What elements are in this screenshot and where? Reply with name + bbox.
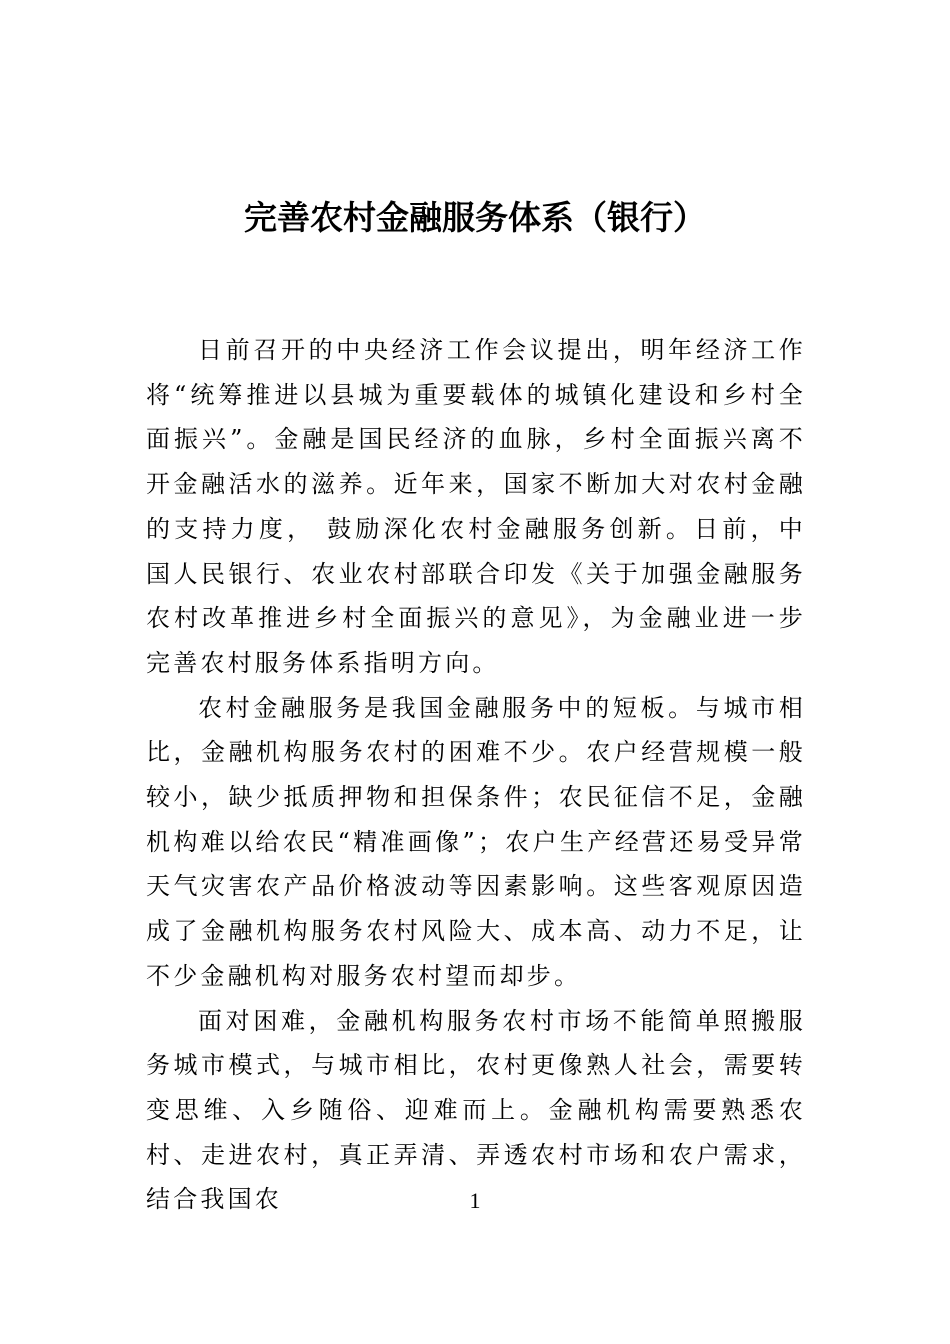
page-number: 1 [469,1188,481,1213]
document-title: 完善农村金融服务体系（银行） [244,198,706,237]
paragraph-1: 日前召开的中央经济工作会议提出，明年经济工作将“统筹推进以县城为重要载体的城镇化建设和乡村全面振兴”。金融是国民经济的血脉，乡村全面振兴离不开金融活水的滋养。近年来，国家不断加大对农村金融的支持力度， 鼓励深化农村金融服务创新。日前，中国人民银行、农业农村部联合印发《关于加强金融服务农村改革推进乡村全面振兴的意见》，为金融业进一步完善农村服务体系指明方向。 [146,336,806,677]
paragraph-2: 农村金融服务是我国金融服务中的短板。与城市相比，金融机构服务农村的困难不少。农户经营规模一般较小，缺少抵质押物和担保条件；农民征信不足，金融机构难以给农民“精准画像”；农户生产经营还易受异常天气灾害农产品价格波动等因素影响。这些客观原因造成了金融机构服务农村风险大、成本高、动力不足，让不少金融机构对服务农村望而却步。 [146,693,806,990]
document-body [146,328,806,1222]
paragraph-3: 面对困难，金融机构服务农村市场不能简单照搬服务城市模式，与城市相比，农村更像熟人社会，需要转变思维、入乡随俗、迎难而上。金融机构需要熟悉农村、走进农村，真正弄清、弄透农村市场和农户需求，结合我国农 [146,1006,806,1214]
